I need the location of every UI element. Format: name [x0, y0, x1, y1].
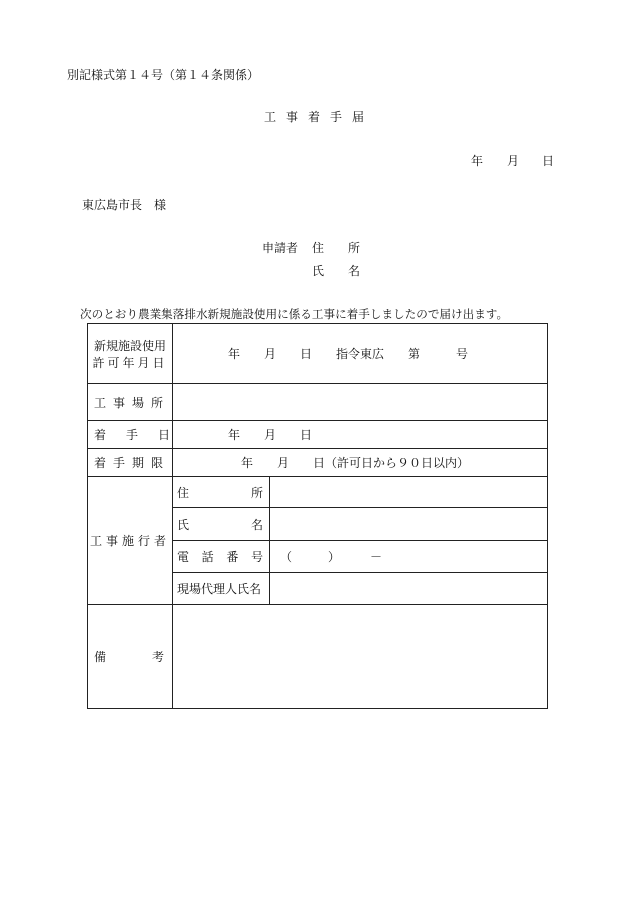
contractor-phone-label [173, 541, 270, 573]
contractor-address-label [173, 477, 270, 508]
form-number: 別記様式第１４号（第１４条関係） [67, 68, 260, 82]
document-title: 工事着手届 [264, 110, 375, 124]
deadline-field[interactable]: 年 月 日（許可日から９０日以内） [173, 449, 548, 477]
deadline-label: 着手期限 [88, 449, 173, 477]
phone-char-1: 電 [177, 550, 190, 564]
intro-text: 次のとおり農業集落排水新規施設使用に係る工事に着手しましたので届け出ます。 [80, 307, 509, 321]
applicant-label: 申請者 [262, 241, 299, 255]
contractor-name-field[interactable] [270, 508, 548, 541]
site-agent-field[interactable] [270, 573, 548, 605]
permit-date-label-line2: 許可年月日 [92, 355, 168, 370]
row-site [88, 384, 548, 421]
name-char-1: 氏 [177, 517, 190, 532]
name-char-2: 名 [250, 517, 263, 532]
applicant-address-label: 住 所 [312, 241, 361, 255]
row-permit-date [88, 324, 548, 384]
remarks-field[interactable] [173, 605, 548, 709]
date-month: 月 [507, 154, 520, 168]
addressee: 東広島市長 様 [82, 198, 167, 212]
row-deadline [88, 449, 548, 477]
remarks-char-1: 備 [94, 650, 107, 664]
permit-date-label-line1: 新規施設使用 [93, 338, 166, 353]
start-date-label: 着手日 [88, 421, 173, 449]
remarks-label [88, 605, 173, 709]
phone-char-2: 話 [201, 550, 214, 564]
applicant-name-label: 氏 名 [312, 264, 361, 278]
application-form-table [87, 323, 548, 709]
phone-char-3: 番 [226, 550, 239, 564]
row-start-date [88, 421, 548, 449]
remarks-char-2: 考 [151, 650, 164, 664]
contractor-address-field[interactable] [270, 477, 548, 508]
address-char-2: 所 [250, 485, 263, 500]
contractor-phone-field[interactable]: （ ） － [270, 541, 548, 573]
date-day: 日 [542, 154, 555, 168]
contractor-name-label [173, 508, 270, 541]
row-remarks [88, 605, 548, 709]
contractor-label: 工事施行者 [88, 477, 173, 605]
start-date-field[interactable]: 年 月 日 [173, 421, 548, 449]
permit-date-label [88, 324, 173, 384]
site-label: 工事場所 [88, 384, 173, 421]
site-agent-label: 現場代理人氏名 [173, 573, 270, 605]
date-year: 年 [471, 154, 484, 168]
row-contractor-address [88, 477, 548, 508]
site-field[interactable] [173, 384, 548, 421]
phone-char-4: 号 [250, 550, 263, 564]
permit-date-field[interactable]: 年 月 日 指令東広 第 号 [173, 324, 548, 384]
address-char-1: 住 [177, 485, 190, 500]
